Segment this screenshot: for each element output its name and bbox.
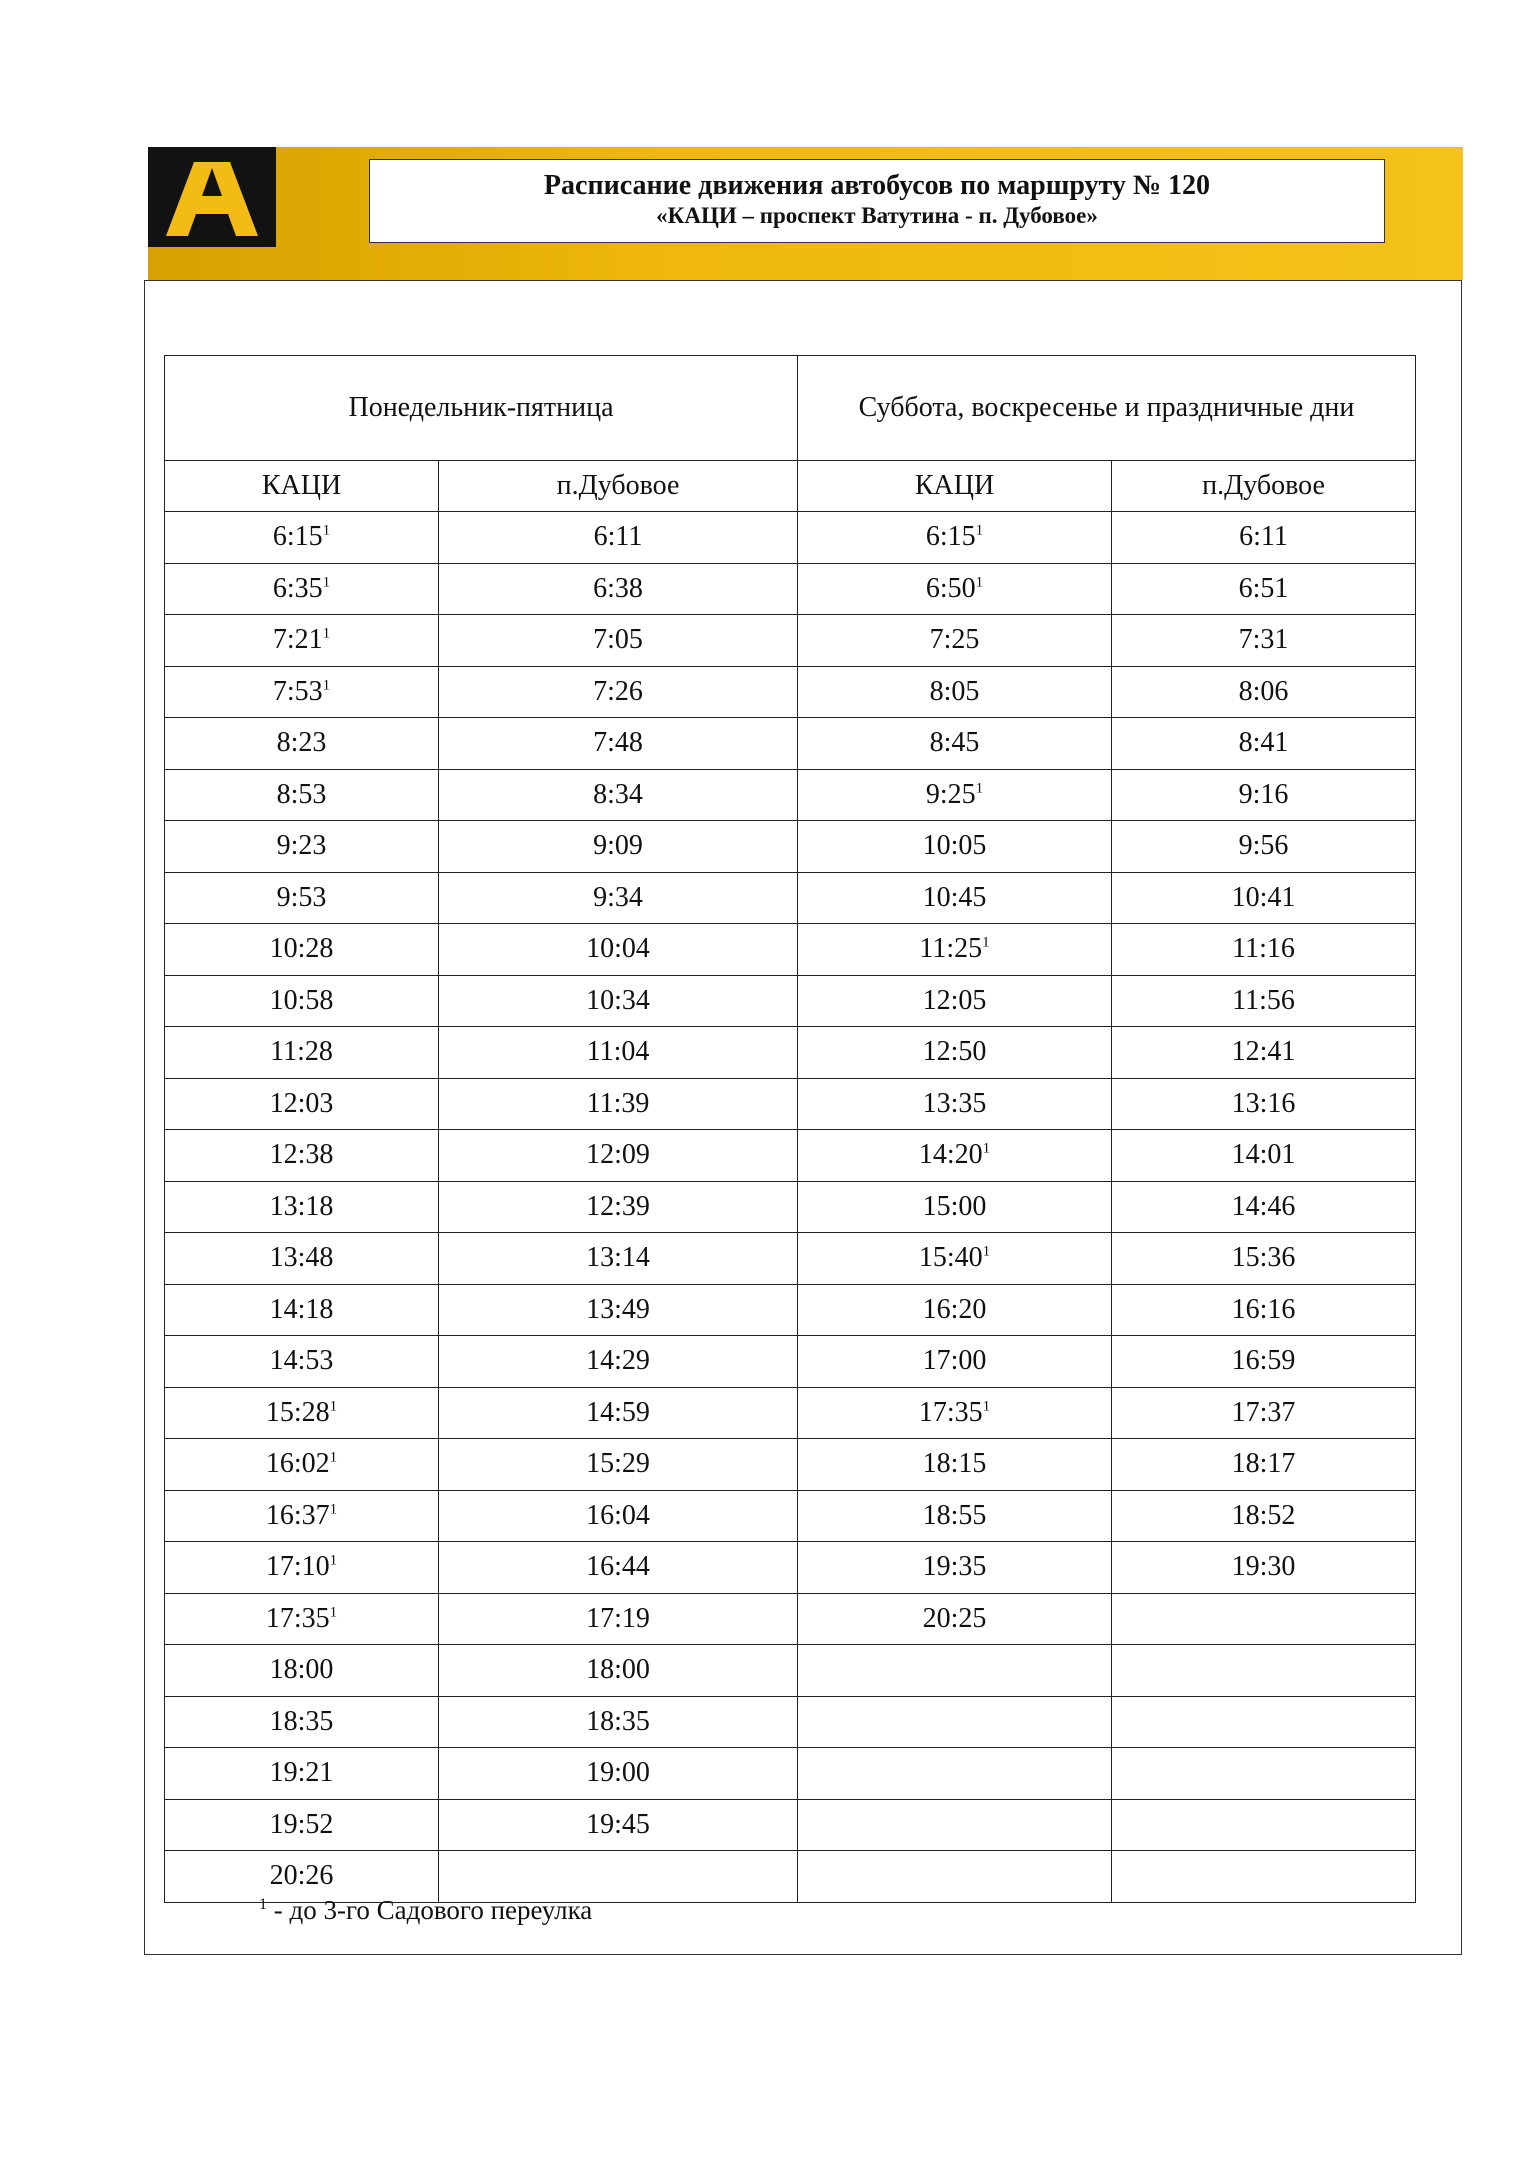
- time-cell: [165, 1593, 439, 1645]
- time-cell: [798, 769, 1112, 821]
- time-cell: [798, 1490, 1112, 1542]
- departure-time: 14:01: [1231, 1139, 1296, 1171]
- schedule-body: [165, 512, 1416, 1903]
- departure-time: 8:06: [1238, 675, 1289, 707]
- departure-time: 7:31: [1238, 624, 1289, 656]
- departure-time: 7:26: [593, 675, 643, 707]
- table-row: [165, 872, 1416, 924]
- footnote-ref: 1: [982, 934, 990, 951]
- time-cell: [439, 975, 798, 1027]
- table-row: [165, 1696, 1416, 1748]
- footnote-ref: 1: [329, 1449, 338, 1466]
- departure-time: 12:09: [586, 1139, 650, 1171]
- table-row: [165, 821, 1416, 873]
- departure-time: 18:00: [586, 1654, 650, 1686]
- departure-time: 15:00: [922, 1190, 987, 1222]
- departure-time: 9:09: [593, 830, 643, 862]
- departure-time: 15:36: [1231, 1242, 1296, 1274]
- time-cell: [798, 1181, 1112, 1233]
- footnote-ref: 1: [982, 1398, 991, 1415]
- time-cell: [439, 1130, 798, 1182]
- time-cell: [165, 615, 439, 667]
- departure-time: 14:18: [269, 1293, 334, 1325]
- time-cell: [165, 1027, 439, 1079]
- time-cell: [1112, 1233, 1416, 1285]
- table-row: [165, 1542, 1416, 1594]
- table-row: [165, 1078, 1416, 1130]
- departure-time: 18:17: [1231, 1448, 1296, 1480]
- time-cell: [1112, 1078, 1416, 1130]
- departure-time: 7:48: [593, 727, 643, 759]
- time-cell: [165, 872, 439, 924]
- departure-time: 14:46: [1231, 1190, 1296, 1222]
- departure-time: 17:35: [918, 1396, 983, 1428]
- departure-time: 6:51: [1238, 572, 1289, 604]
- departure-time: 8:45: [929, 727, 980, 759]
- table-row: [165, 1130, 1416, 1182]
- time-cell: [165, 1181, 439, 1233]
- title-box: [369, 159, 1385, 243]
- departure-time: 20:26: [269, 1860, 334, 1892]
- departure-time: 12:38: [269, 1139, 334, 1171]
- schedule-table: [164, 355, 1416, 1903]
- departure-time: 17:10: [265, 1551, 330, 1583]
- table-row: [165, 1799, 1416, 1851]
- departure-time: 19:30: [1231, 1551, 1296, 1583]
- table-row: [165, 1490, 1416, 1542]
- route-subtitle: «КАЦИ – проспект Ватутина - п. Дубовое»: [656, 203, 1098, 228]
- time-cell: [1112, 1336, 1416, 1388]
- footnote-ref: 1: [329, 1552, 338, 1569]
- page-title: Расписание движения автобусов по маршруту № 120: [543, 170, 1211, 201]
- time-cell: [1112, 718, 1416, 770]
- departure-time: 18:00: [269, 1654, 334, 1686]
- departure-time: 11:25: [919, 933, 983, 965]
- table-row: [165, 512, 1416, 564]
- time-cell: [439, 512, 798, 564]
- departure-time: 9:25: [925, 778, 976, 810]
- time-cell: [165, 769, 439, 821]
- time-cell: [439, 924, 798, 976]
- time-cell: [1112, 1645, 1416, 1697]
- time-cell: [439, 1078, 798, 1130]
- departure-time: 18:55: [922, 1499, 987, 1531]
- time-cell: [439, 872, 798, 924]
- time-cell: [798, 1593, 1112, 1645]
- time-cell: [1112, 1542, 1416, 1594]
- footnote-ref: 1: [322, 574, 331, 591]
- logo: [148, 147, 276, 247]
- departure-time: 19:52: [269, 1808, 334, 1840]
- time-cell: [798, 1851, 1112, 1903]
- time-cell: [165, 1645, 439, 1697]
- time-cell: [798, 975, 1112, 1027]
- table-row: [165, 563, 1416, 615]
- departure-time: 12:39: [586, 1190, 650, 1222]
- departure-time: 17:37: [1231, 1396, 1296, 1428]
- departure-time: 18:52: [1231, 1499, 1296, 1531]
- time-cell: [1112, 975, 1416, 1027]
- table-row: [165, 1233, 1416, 1285]
- time-cell: [798, 718, 1112, 770]
- table-row: [165, 1387, 1416, 1439]
- footnote: [259, 1895, 592, 1926]
- time-cell: [1112, 821, 1416, 873]
- time-cell: [798, 1439, 1112, 1491]
- footnote-ref: 1: [975, 522, 984, 539]
- departure-time: 7:25: [929, 624, 980, 656]
- departure-time: 6:38: [593, 572, 643, 604]
- time-cell: [439, 1490, 798, 1542]
- time-cell: [1112, 1439, 1416, 1491]
- time-cell: [439, 1799, 798, 1851]
- table-row: [165, 1336, 1416, 1388]
- time-cell: [439, 1181, 798, 1233]
- departure-time: 8:05: [929, 675, 980, 707]
- footnote-text: - до 3-го Садового переулка: [267, 1895, 593, 1925]
- footnote-mark: 1: [259, 1896, 267, 1913]
- departure-time: 7:53: [272, 675, 323, 707]
- table-row: [165, 924, 1416, 976]
- time-cell: [1112, 666, 1416, 718]
- departure-time: 10:41: [1231, 881, 1296, 913]
- footnote-ref: 1: [322, 677, 331, 694]
- time-cell: [165, 821, 439, 873]
- departure-time: 16:20: [922, 1293, 987, 1325]
- time-cell: [1112, 1696, 1416, 1748]
- departure-time: 16:44: [586, 1551, 650, 1583]
- time-cell: [165, 563, 439, 615]
- time-cell: [1112, 1181, 1416, 1233]
- departure-time: 16:59: [1231, 1345, 1296, 1377]
- departure-time: 13:14: [586, 1242, 650, 1274]
- departure-time: 10:28: [269, 933, 334, 965]
- table-row: [165, 1284, 1416, 1336]
- time-cell: [798, 1645, 1112, 1697]
- time-cell: [1112, 512, 1416, 564]
- time-cell: [439, 1284, 798, 1336]
- departure-time: 7:21: [272, 624, 323, 656]
- departure-time: 17:19: [586, 1602, 650, 1634]
- time-cell: [165, 1748, 439, 1800]
- table-row: [165, 1027, 1416, 1079]
- table-row: [165, 1748, 1416, 1800]
- departure-time: 11:04: [586, 1036, 650, 1068]
- departure-time: 17:00: [922, 1345, 987, 1377]
- time-cell: [1112, 615, 1416, 667]
- stop-header-dubovoe-weekend: п.Дубовое: [1112, 461, 1416, 512]
- time-cell: [1112, 769, 1416, 821]
- departure-time: 19:00: [586, 1757, 650, 1789]
- time-cell: [165, 1130, 439, 1182]
- footnote-ref: 1: [329, 1501, 338, 1518]
- time-cell: [1112, 1387, 1416, 1439]
- time-cell: [439, 1593, 798, 1645]
- time-cell: [1112, 563, 1416, 615]
- time-cell: [798, 1284, 1112, 1336]
- departure-time: 18:35: [269, 1705, 334, 1737]
- departure-time: 17:35: [265, 1602, 330, 1634]
- time-cell: [439, 1387, 798, 1439]
- departure-time: 19:21: [269, 1757, 334, 1789]
- departure-time: 10:04: [586, 933, 650, 965]
- departure-time: 14:20: [918, 1139, 983, 1171]
- table-row: [165, 1181, 1416, 1233]
- departure-time: 14:29: [586, 1345, 650, 1377]
- time-cell: [165, 1490, 439, 1542]
- departure-time: 8:41: [1238, 727, 1289, 759]
- departure-time: 10:45: [922, 881, 987, 913]
- time-cell: [165, 1233, 439, 1285]
- departure-time: 13:48: [269, 1242, 334, 1274]
- time-cell: [798, 1336, 1112, 1388]
- time-cell: [798, 666, 1112, 718]
- time-cell: [165, 1542, 439, 1594]
- departure-time: 18:15: [922, 1448, 987, 1480]
- time-cell: [1112, 1799, 1416, 1851]
- logo-a-icon: [148, 147, 276, 247]
- departure-time: 8:23: [276, 727, 327, 759]
- time-cell: [165, 512, 439, 564]
- departure-time: 6:11: [1239, 521, 1288, 553]
- departure-time: 10:34: [586, 984, 650, 1016]
- table-row: [165, 975, 1416, 1027]
- time-cell: [165, 1439, 439, 1491]
- table-row: [165, 718, 1416, 770]
- time-cell: [439, 1027, 798, 1079]
- departure-time: 6:15: [925, 521, 976, 553]
- departure-time: 15:28: [265, 1396, 330, 1428]
- departure-time: 11:16: [1232, 933, 1295, 965]
- footnote-ref: 1: [322, 522, 331, 539]
- time-cell: [1112, 1490, 1416, 1542]
- time-cell: [1112, 872, 1416, 924]
- time-cell: [165, 1284, 439, 1336]
- time-cell: [439, 718, 798, 770]
- time-cell: [439, 1645, 798, 1697]
- time-cell: [798, 1027, 1112, 1079]
- departure-time: 8:34: [593, 778, 643, 810]
- departure-time: 9:23: [276, 830, 327, 862]
- time-cell: [798, 563, 1112, 615]
- departure-time: 18:35: [586, 1705, 650, 1737]
- departure-time: 16:02: [265, 1448, 330, 1480]
- departure-time: 9:34: [593, 881, 643, 913]
- time-cell: [439, 1336, 798, 1388]
- departure-time: 6:35: [272, 572, 323, 604]
- time-cell: [1112, 924, 1416, 976]
- table-row: [165, 769, 1416, 821]
- time-cell: [1112, 1130, 1416, 1182]
- time-cell: [798, 615, 1112, 667]
- time-cell: [1112, 1593, 1416, 1645]
- time-cell: [1112, 1748, 1416, 1800]
- time-cell: [165, 975, 439, 1027]
- time-cell: [798, 872, 1112, 924]
- time-cell: [165, 1696, 439, 1748]
- time-cell: [165, 1387, 439, 1439]
- departure-time: 9:53: [276, 881, 327, 913]
- departure-time: 15:29: [586, 1448, 650, 1480]
- time-cell: [798, 1799, 1112, 1851]
- departure-time: 19:45: [586, 1808, 650, 1840]
- departure-time: 13:18: [269, 1190, 334, 1222]
- footnote-ref: 1: [982, 1140, 991, 1157]
- time-cell: [165, 1336, 439, 1388]
- table-row: [165, 615, 1416, 667]
- time-cell: [439, 1233, 798, 1285]
- time-cell: [439, 563, 798, 615]
- table-row: [165, 1439, 1416, 1491]
- period-weekends: Суббота, воскресенье и праздничные дни: [798, 356, 1416, 461]
- time-cell: [798, 1130, 1112, 1182]
- time-cell: [439, 1542, 798, 1594]
- time-cell: [439, 1748, 798, 1800]
- departure-time: 6:50: [925, 572, 976, 604]
- time-cell: [798, 1542, 1112, 1594]
- time-cell: [798, 1696, 1112, 1748]
- time-cell: [798, 1078, 1112, 1130]
- departure-time: 13:35: [922, 1087, 987, 1119]
- departure-time: 14:53: [269, 1345, 334, 1377]
- departure-time: 19:35: [922, 1551, 987, 1583]
- time-cell: [165, 718, 439, 770]
- time-cell: [798, 1233, 1112, 1285]
- departure-time: 9:16: [1238, 778, 1289, 810]
- time-cell: [165, 1078, 439, 1130]
- footnote-ref: 1: [975, 574, 984, 591]
- table-row: [165, 1645, 1416, 1697]
- stop-header-dubovoe-weekday: п.Дубовое: [439, 461, 798, 512]
- footnote-ref: 1: [975, 780, 984, 797]
- time-cell: [439, 821, 798, 873]
- departure-time: 9:56: [1238, 830, 1289, 862]
- time-cell: [439, 1696, 798, 1748]
- stop-header-kaci-weekday: КАЦИ: [165, 461, 439, 512]
- departure-time: 10:05: [922, 830, 987, 862]
- time-cell: [439, 666, 798, 718]
- table-row: [165, 1593, 1416, 1645]
- departure-time: 13:16: [1231, 1087, 1296, 1119]
- footnote-ref: 1: [982, 1243, 991, 1260]
- footnote-ref: 1: [322, 625, 331, 642]
- departure-time: 11:56: [1232, 984, 1295, 1016]
- stop-header-kaci-weekend: КАЦИ: [798, 461, 1112, 512]
- departure-time: 16:16: [1231, 1293, 1296, 1325]
- period-weekdays: Понедельник-пятница: [165, 356, 798, 461]
- time-cell: [165, 924, 439, 976]
- time-cell: [798, 1387, 1112, 1439]
- departure-time: 11:28: [270, 1036, 333, 1068]
- departure-time: 12:50: [922, 1036, 987, 1068]
- departure-time: 16:04: [586, 1499, 650, 1531]
- departure-time: 15:40: [918, 1242, 983, 1274]
- table-row: [165, 666, 1416, 718]
- departure-time: 20:25: [922, 1602, 987, 1634]
- departure-time: 7:05: [593, 624, 643, 656]
- time-cell: [439, 1439, 798, 1491]
- footnote-ref: 1: [329, 1398, 338, 1415]
- departure-time: 12:05: [922, 984, 987, 1016]
- time-cell: [439, 615, 798, 667]
- time-cell: [165, 666, 439, 718]
- time-cell: [1112, 1284, 1416, 1336]
- time-cell: [798, 821, 1112, 873]
- time-cell: [1112, 1851, 1416, 1903]
- departure-time: 12:03: [269, 1087, 334, 1119]
- time-cell: [165, 1799, 439, 1851]
- time-cell: [798, 924, 1112, 976]
- time-cell: [1112, 1027, 1416, 1079]
- time-cell: [798, 1748, 1112, 1800]
- departure-time: 12:41: [1231, 1036, 1296, 1068]
- departure-time: 6:15: [272, 521, 323, 553]
- departure-time: 16:37: [265, 1499, 330, 1531]
- time-cell: [439, 769, 798, 821]
- departure-time: 10:58: [269, 984, 334, 1016]
- footnote-ref: 1: [329, 1604, 338, 1621]
- time-cell: [798, 512, 1112, 564]
- departure-time: 8:53: [276, 778, 327, 810]
- departure-time: 6:11: [593, 521, 643, 553]
- departure-time: 11:39: [586, 1087, 650, 1119]
- departure-time: 13:49: [586, 1293, 650, 1325]
- departure-time: 14:59: [586, 1396, 650, 1428]
